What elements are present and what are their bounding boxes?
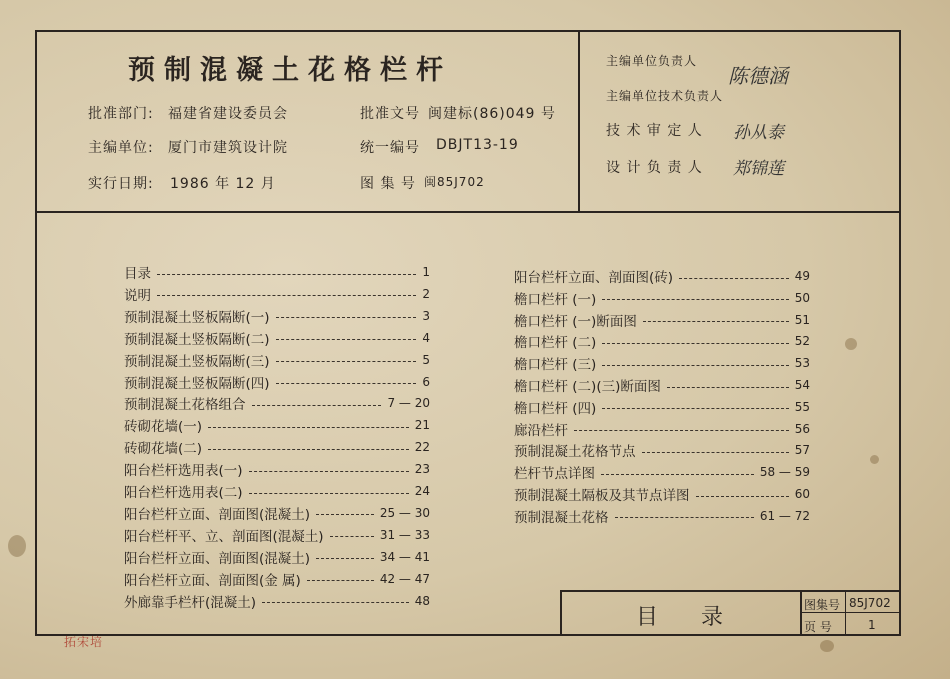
header-divider: [35, 211, 901, 213]
toc-entry: [514, 331, 810, 351]
toc-entry: [124, 328, 430, 348]
toc-entry: [124, 459, 430, 479]
chief-unit-label: 主编单位负责人: [606, 54, 698, 68]
toc-entry-title: 阳台栏杆立面、剖面图(混凝土): [124, 550, 311, 567]
title-block-page-label: 页 号: [804, 620, 832, 634]
toc-entry: [514, 440, 810, 460]
design-lead-label: 设 计 负 责 人: [606, 160, 703, 176]
toc-entry-title: 栏杆节点详图: [514, 466, 595, 483]
stain: [820, 640, 834, 652]
toc-leader-dashes: [679, 278, 789, 279]
toc-entry: [124, 569, 430, 589]
toc-entry-title: 阳台栏杆立面、剖面图(金 属): [124, 572, 301, 589]
toc-entry-page: 48: [414, 593, 430, 608]
toc-entry-page: 60: [794, 487, 810, 501]
toc-leader-dashes: [602, 408, 788, 409]
toc-leader-dashes: [330, 536, 374, 537]
title-block-divider-2: [845, 590, 846, 636]
toc-entry-title: 预制混凝土花格节点: [514, 444, 636, 461]
toc-entry: [514, 397, 810, 417]
toc-entry-page: 58 — 59: [759, 465, 810, 480]
toc-leader-dashes: [276, 361, 417, 362]
toc-entry: [124, 547, 430, 567]
title-block-name: 目 录: [636, 605, 741, 630]
toc-entry: [514, 288, 810, 308]
toc-entry: [514, 353, 810, 373]
toc-entry-title: 预制混凝土隔板及其节点详图: [514, 488, 690, 504]
toc-entry-title: 预制混凝土竖板隔断(一): [124, 309, 270, 326]
toc-entry: [124, 262, 430, 282]
title-block-page-value: 1: [868, 618, 876, 632]
title-block-atlas-label: 图集号: [804, 598, 841, 612]
toc-leader-dashes: [696, 496, 789, 497]
toc-leader-dashes: [602, 343, 788, 344]
toc-leader-dashes: [643, 321, 789, 322]
chief-unit-signature: 陈德涵: [728, 64, 788, 88]
toc-entry-page: 24: [414, 484, 430, 498]
toc-entry-page: 52: [794, 334, 810, 349]
toc-entry-page: 2: [422, 286, 430, 301]
design-lead-signature: 郑锦莲: [733, 159, 784, 179]
document-title: 预制混凝土花格栏杆: [128, 55, 452, 86]
toc-entry-page: 54: [794, 378, 810, 392]
code: DBJT13-19: [436, 137, 519, 153]
toc-entry-page: 42 — 47: [379, 571, 430, 586]
toc-entry-title: 阳台栏杆选用表(一): [124, 463, 243, 480]
toc-entry-page: 5: [422, 352, 430, 367]
header-vertical-divider: [578, 30, 580, 212]
toc-entry-page: 21: [414, 418, 430, 433]
toc-entry-title: 廊沿栏杆: [514, 422, 568, 439]
toc-entry-title: 檐口栏杆 (四): [514, 400, 597, 417]
toc-entry-page: 57: [794, 443, 810, 458]
toc-entry: [514, 419, 810, 439]
toc-entry: [124, 415, 430, 435]
toc-entry-page: 6: [422, 374, 430, 389]
code-label: 统一编号: [360, 140, 420, 156]
approval-doc-label: 批准文号: [360, 106, 420, 122]
stamp: 拓宋培: [64, 635, 104, 649]
approval-doc: 闽建标(86)049 号: [428, 106, 556, 122]
atlas-number: 闽85J702: [424, 175, 485, 189]
toc-leader-dashes: [262, 602, 409, 603]
toc-leader-dashes: [249, 471, 409, 472]
toc-leader-dashes: [602, 365, 788, 366]
toc-entry-page: 50: [794, 290, 810, 305]
stain: [8, 535, 26, 557]
toc-entry-title: 说明: [124, 287, 151, 304]
toc-leader-dashes: [276, 383, 417, 384]
toc-leader-dashes: [157, 295, 416, 296]
toc-entry-title: 檐口栏杆 (一): [514, 291, 597, 308]
toc-entry-title: 目录: [124, 266, 151, 282]
toc-leader-dashes: [316, 514, 374, 515]
toc-leader-dashes: [667, 387, 789, 388]
toc-entry-title: 阳台栏杆平、立、剖面图(混凝土): [124, 528, 324, 545]
toc-entry: [514, 506, 810, 526]
toc-leader-dashes: [276, 339, 417, 340]
toc-entry-title: 檐口栏杆 (二)(三)断面图: [514, 379, 661, 395]
toc-entry: [124, 481, 430, 501]
toc-entry: [514, 484, 810, 504]
toc-leader-dashes: [208, 449, 409, 450]
toc-entry: [124, 393, 430, 413]
toc-entry-page: 56: [794, 421, 810, 436]
toc-entry-page: 31 — 33: [379, 527, 430, 542]
toc-entry-title: 预制混凝土花格组合: [124, 397, 246, 414]
toc-entry-title: 阳台栏杆选用表(二): [124, 485, 243, 501]
toc-entry: [514, 310, 810, 330]
approval-dept: 福建省建设委员会: [168, 106, 288, 122]
toc-entry-page: 23: [414, 462, 430, 477]
tech-review-label: 技 术 审 定 人: [606, 123, 703, 139]
toc-leader-dashes: [602, 299, 788, 300]
toc-entry-page: 25 — 30: [379, 505, 430, 520]
toc-entry-title: 外廊靠手栏杆(混凝土): [124, 594, 257, 611]
date-label: 实行日期:: [88, 176, 154, 192]
toc-entry-page: 61 — 72: [759, 508, 810, 523]
toc-entry: [124, 306, 430, 326]
approval-dept-label: 批准部门:: [88, 106, 154, 122]
toc-leader-dashes: [252, 405, 382, 406]
toc-entry: [124, 503, 430, 523]
toc-entry-title: 阳台栏杆立面、剖面图(砖): [514, 270, 674, 286]
tech-review-signature: 孙从泰: [733, 123, 784, 143]
toc-entry-title: 砖砌花墙(一): [124, 419, 203, 436]
toc-entry: [124, 350, 430, 370]
toc-entry-title: 预制混凝土竖板隔断(四): [124, 375, 270, 392]
title-block-divider: [800, 590, 802, 636]
date: 1986 年 12 月: [170, 176, 276, 192]
title-block-left: [560, 590, 562, 636]
toc-entry-page: 34 — 41: [379, 549, 430, 564]
toc-entry-title: 檐口栏杆 (一)断面图: [514, 313, 637, 330]
toc-leader-dashes: [316, 558, 374, 559]
toc-leader-dashes: [615, 517, 754, 518]
toc-leader-dashes: [601, 474, 754, 475]
editor: 厦门市建筑设计院: [168, 140, 288, 156]
toc-entry: [124, 372, 430, 392]
toc-entry: [514, 375, 810, 395]
toc-leader-dashes: [157, 274, 416, 275]
toc-entry-page: 1: [422, 265, 430, 279]
toc-entry-page: 51: [794, 312, 810, 327]
editor-label: 主编单位:: [88, 140, 154, 156]
toc-entry: [124, 284, 430, 304]
toc-entry-title: 预制混凝土竖板隔断(二): [124, 331, 270, 348]
toc-entry-page: 3: [422, 308, 430, 323]
toc-entry-page: 7 — 20: [387, 396, 430, 411]
toc-entry-title: 预制混凝土竖板隔断(三): [124, 353, 270, 370]
title-block-atlas-value: 85J702: [849, 596, 891, 610]
toc-leader-dashes: [208, 427, 409, 428]
toc-entry-page: 49: [794, 269, 810, 283]
toc-entry-title: 檐口栏杆 (三): [514, 357, 597, 374]
chief-tech-label: 主编单位技术负责人: [606, 89, 724, 103]
toc-entry: [124, 525, 430, 545]
toc-entry-page: 4: [422, 330, 430, 345]
toc-leader-dashes: [276, 317, 417, 318]
toc-entry-title: 阳台栏杆立面、剖面图(混凝土): [124, 506, 311, 523]
toc-entry-page: 53: [794, 356, 810, 371]
toc-entry-title: 预制混凝土花格: [514, 509, 609, 526]
toc-entry: [124, 437, 430, 457]
toc-entry-title: 檐口栏杆 (二): [514, 335, 597, 352]
toc-entry-page: 55: [794, 399, 810, 414]
toc-leader-dashes: [307, 580, 374, 581]
toc-entry-page: 22: [414, 440, 430, 455]
toc-entry: [124, 591, 430, 611]
toc-entry: [514, 266, 810, 286]
toc-entry-title: 砖砌花墙(二): [124, 441, 203, 458]
toc-leader-dashes: [249, 493, 409, 494]
title-block-top: [560, 590, 901, 592]
atlas-label: 图 集 号: [360, 176, 416, 192]
toc-leader-dashes: [574, 430, 789, 431]
toc-leader-dashes: [642, 452, 789, 453]
toc-entry: [514, 462, 810, 482]
